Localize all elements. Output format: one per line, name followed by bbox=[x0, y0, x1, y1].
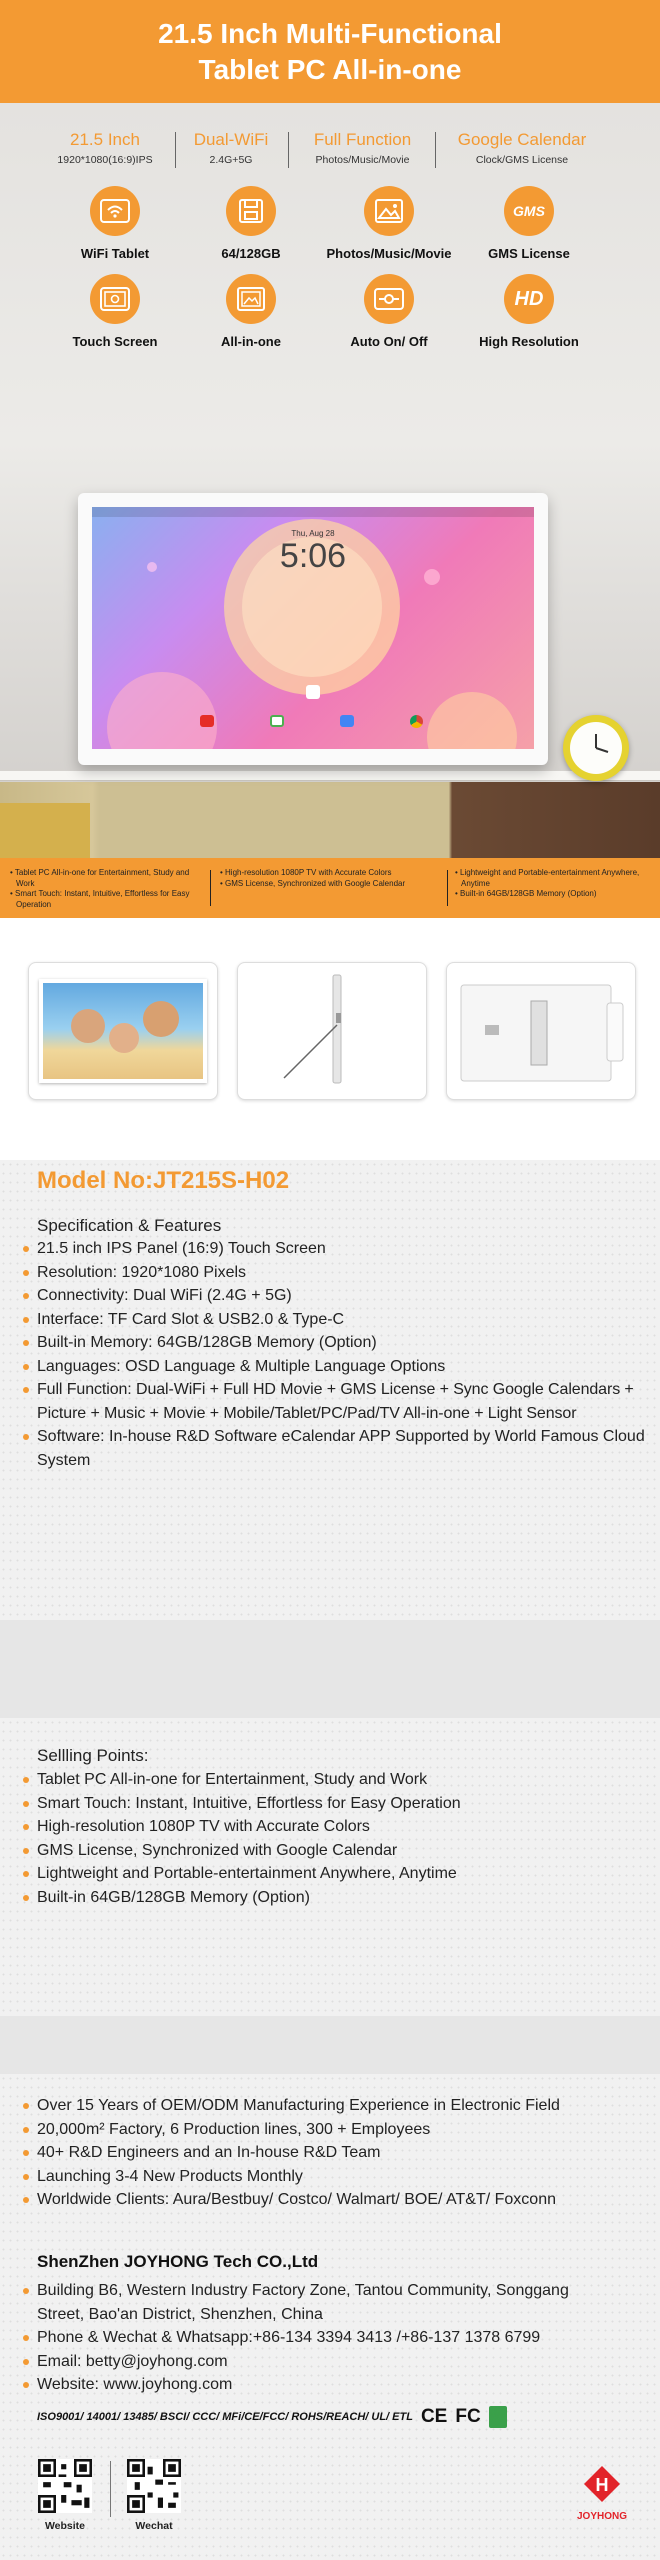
list-item: Lightweight and Portable-entertainment Anywhere, Anytime bbox=[37, 1862, 647, 1886]
website-link[interactable]: Website: www.joyhong.com bbox=[37, 2373, 617, 2397]
spec-function: Full Function Photos/Music/Movie bbox=[313, 130, 412, 166]
thumbnail-front[interactable] bbox=[28, 962, 218, 1100]
wall-clock-icon bbox=[563, 715, 629, 781]
list-item: Smart Touch: Instant, Intuitive, Effortless for Easy Operation bbox=[37, 1792, 647, 1816]
shelf-top bbox=[0, 771, 660, 781]
band-column-1: • Tablet PC All-in-one for Entertainment, Study and Work • Smart Touch: Instant, Intuitive, Effortless for Easy Operation bbox=[10, 868, 190, 909]
list-item: Built-in 64GB/128GB Memory (Option) bbox=[37, 1886, 647, 1910]
family-photo bbox=[43, 983, 203, 1079]
storage-icon bbox=[226, 186, 276, 236]
feature-gms bbox=[454, 186, 604, 261]
list-item: Over 15 Years of OEM/ODM Manufacturing Experience in Electronic Field bbox=[37, 2094, 652, 2118]
section-gap bbox=[0, 2016, 660, 2074]
section-gap bbox=[0, 1620, 660, 1718]
selling-heading: Sellling Points: bbox=[37, 1746, 149, 1765]
youtube-app-icon[interactable] bbox=[200, 715, 214, 727]
feature-wifi-tablet bbox=[40, 186, 190, 261]
email-link[interactable]: Email: betty@joyhong.com bbox=[37, 2350, 617, 2374]
band-divider bbox=[447, 870, 448, 906]
company-contacts bbox=[37, 2279, 617, 2397]
touch-screen-icon bbox=[90, 274, 140, 324]
feature-label: Photos/Music/Movie bbox=[326, 246, 452, 261]
list-item: Full Function: Dual-WiFi + Full HD Movie + GMS License + Sync Google Calendars + Picture + Music + Movie + Mobile/Tablet/PC/Pad/TV All-in-one + Light Sensor bbox=[37, 1378, 647, 1425]
screen-time: 5:06 bbox=[279, 537, 347, 575]
list-item: Resolution: 1920*1080 Pixels bbox=[37, 1261, 647, 1285]
ce-mark-icon: CE bbox=[420, 2406, 448, 2427]
wifi-tablet-icon bbox=[90, 186, 140, 236]
spec-summary bbox=[0, 129, 660, 173]
feature-photos bbox=[314, 186, 464, 261]
spec-divider bbox=[435, 132, 436, 168]
feature-label: WiFi Tablet bbox=[80, 246, 150, 261]
power-toggle-icon bbox=[364, 274, 414, 324]
screen-date: Thu, Aug 28 bbox=[291, 529, 335, 538]
all-in-one-icon bbox=[226, 274, 276, 324]
website-qr-code[interactable] bbox=[38, 2459, 92, 2513]
spec-divider bbox=[288, 132, 289, 168]
feature-band bbox=[0, 858, 660, 918]
app-grid-icon bbox=[306, 685, 320, 699]
header-title-line1: 21.5 Inch Multi-Functional bbox=[158, 18, 502, 49]
joyhong-logo-icon bbox=[572, 2464, 632, 2508]
feature-touch bbox=[40, 274, 190, 349]
list-item: Connectivity: Dual WiFi (2.4G + 5G) bbox=[37, 1284, 647, 1308]
svg-text:H: H bbox=[595, 2475, 609, 2495]
spec-list bbox=[37, 1237, 647, 1472]
list-item: Launching 3-4 New Products Monthly bbox=[37, 2165, 652, 2189]
app-dock bbox=[200, 715, 426, 729]
hd-icon: HD bbox=[504, 274, 554, 324]
spec-calendar: Google Calendar Clock/GMS License bbox=[457, 130, 587, 166]
address-text: Building B6, Western Industry Factory Zone, Tantou Community, Songgang Street, Bao'an District, Shenzhen, China bbox=[37, 2279, 617, 2326]
tablet-screen bbox=[92, 507, 534, 749]
thumbnail-back[interactable] bbox=[446, 962, 636, 1100]
spec-size: 21.5 Inch 1920*1080(16:9)IPS bbox=[57, 130, 153, 166]
list-item: Languages: OSD Language & Multiple Language Options bbox=[37, 1355, 647, 1379]
feature-label: 64/128GB bbox=[221, 246, 281, 261]
feature-all-in-one bbox=[176, 274, 326, 349]
feature-storage bbox=[176, 186, 326, 261]
list-item: Interface: TF Card Slot & USB2.0 & Type-C bbox=[37, 1308, 647, 1332]
list-item: 21.5 inch IPS Panel (16:9) Touch Screen bbox=[37, 1237, 647, 1261]
company-name: ShenZhen JOYHONG Tech CO.,Ltd bbox=[37, 2252, 319, 2271]
feature-hd bbox=[454, 274, 604, 349]
band-divider bbox=[210, 870, 211, 906]
photos-app-icon[interactable] bbox=[270, 715, 284, 727]
feature-auto-onoff bbox=[314, 274, 464, 349]
certifications bbox=[37, 2403, 507, 2431]
band-column-3: • Lightweight and Portable-entertainment Anywhere, Anytime • Built-in 64GB/128GB Memory (Option) bbox=[455, 868, 640, 898]
thumbnail-side[interactable] bbox=[237, 962, 427, 1100]
company-points bbox=[37, 2094, 652, 2212]
green-leaf-icon bbox=[489, 2406, 507, 2428]
gms-icon: GMS bbox=[504, 186, 554, 236]
cert-list: ISO9001/ 14001/ 13485/ BSCI/ CCC/ MFi/CE/FCC/ ROHS/REACH/ UL/ ETL bbox=[37, 2411, 413, 2423]
list-item: 40+ R&D Engineers and an In-house R&D Team bbox=[37, 2141, 652, 2165]
shelf-front bbox=[0, 782, 660, 858]
feature-label: High Resolution bbox=[479, 334, 579, 349]
list-item: Built-in Memory: 64GB/128GB Memory (Option) bbox=[37, 1331, 647, 1355]
list-item: Tablet PC All-in-one for Entertainment, Study and Work bbox=[37, 1768, 647, 1792]
page-header bbox=[0, 0, 660, 103]
fcc-mark-icon: FC bbox=[455, 2406, 481, 2427]
band-column-2: • High-resolution 1080P TV with Accurate Colors • GMS License, Synchronized with Google Calendar bbox=[220, 868, 406, 888]
list-item: GMS License, Synchronized with Google Calendar bbox=[37, 1839, 647, 1863]
list-item: Worldwide Clients: Aura/Bestbuy/ Costco/ Walmart/ BOE/ AT&T/ Foxconn bbox=[37, 2188, 652, 2212]
feature-label: GMS License bbox=[488, 246, 570, 261]
feature-label: All-in-one bbox=[221, 334, 281, 349]
list-item: 20,000m² Factory, 6 Production lines, 300 + Employees bbox=[37, 2118, 652, 2142]
header-title-line2: Tablet PC All-in-one bbox=[198, 54, 462, 85]
translate-app-icon[interactable] bbox=[340, 715, 354, 727]
feature-label: Auto On/ Off bbox=[350, 334, 428, 349]
shelf-panel bbox=[0, 803, 90, 858]
photo-icon bbox=[364, 186, 414, 236]
phone-text: Phone & Wechat & Whatsapp:+86-134 3394 3413 /+86-137 1378 6799 bbox=[37, 2326, 617, 2350]
feature-label: Touch Screen bbox=[72, 334, 158, 349]
hero-section bbox=[0, 103, 660, 858]
brand-name: JOYHONG bbox=[576, 2511, 627, 2522]
spec-wifi: Dual-WiFi 2.4G+5G bbox=[193, 130, 269, 166]
joyhong-logo bbox=[572, 2464, 632, 2524]
wechat-qr-label: Wechat bbox=[135, 2520, 173, 2532]
qr-divider bbox=[110, 2461, 111, 2517]
tablet-device bbox=[78, 493, 548, 765]
model-number: Model No:JT215S-H02 bbox=[37, 1167, 290, 1194]
spec-heading: Specification & Features bbox=[37, 1216, 222, 1235]
list-item: High-resolution 1080P TV with Accurate Colors bbox=[37, 1815, 647, 1839]
wechat-qr-code[interactable] bbox=[127, 2459, 181, 2513]
selling-list bbox=[37, 1768, 647, 1909]
list-item: Software: In-house R&D Software eCalendar APP Supported by World Famous Cloud System bbox=[37, 1425, 647, 1472]
chrome-app-icon[interactable] bbox=[410, 715, 423, 728]
website-qr-label: Website bbox=[44, 2520, 86, 2532]
